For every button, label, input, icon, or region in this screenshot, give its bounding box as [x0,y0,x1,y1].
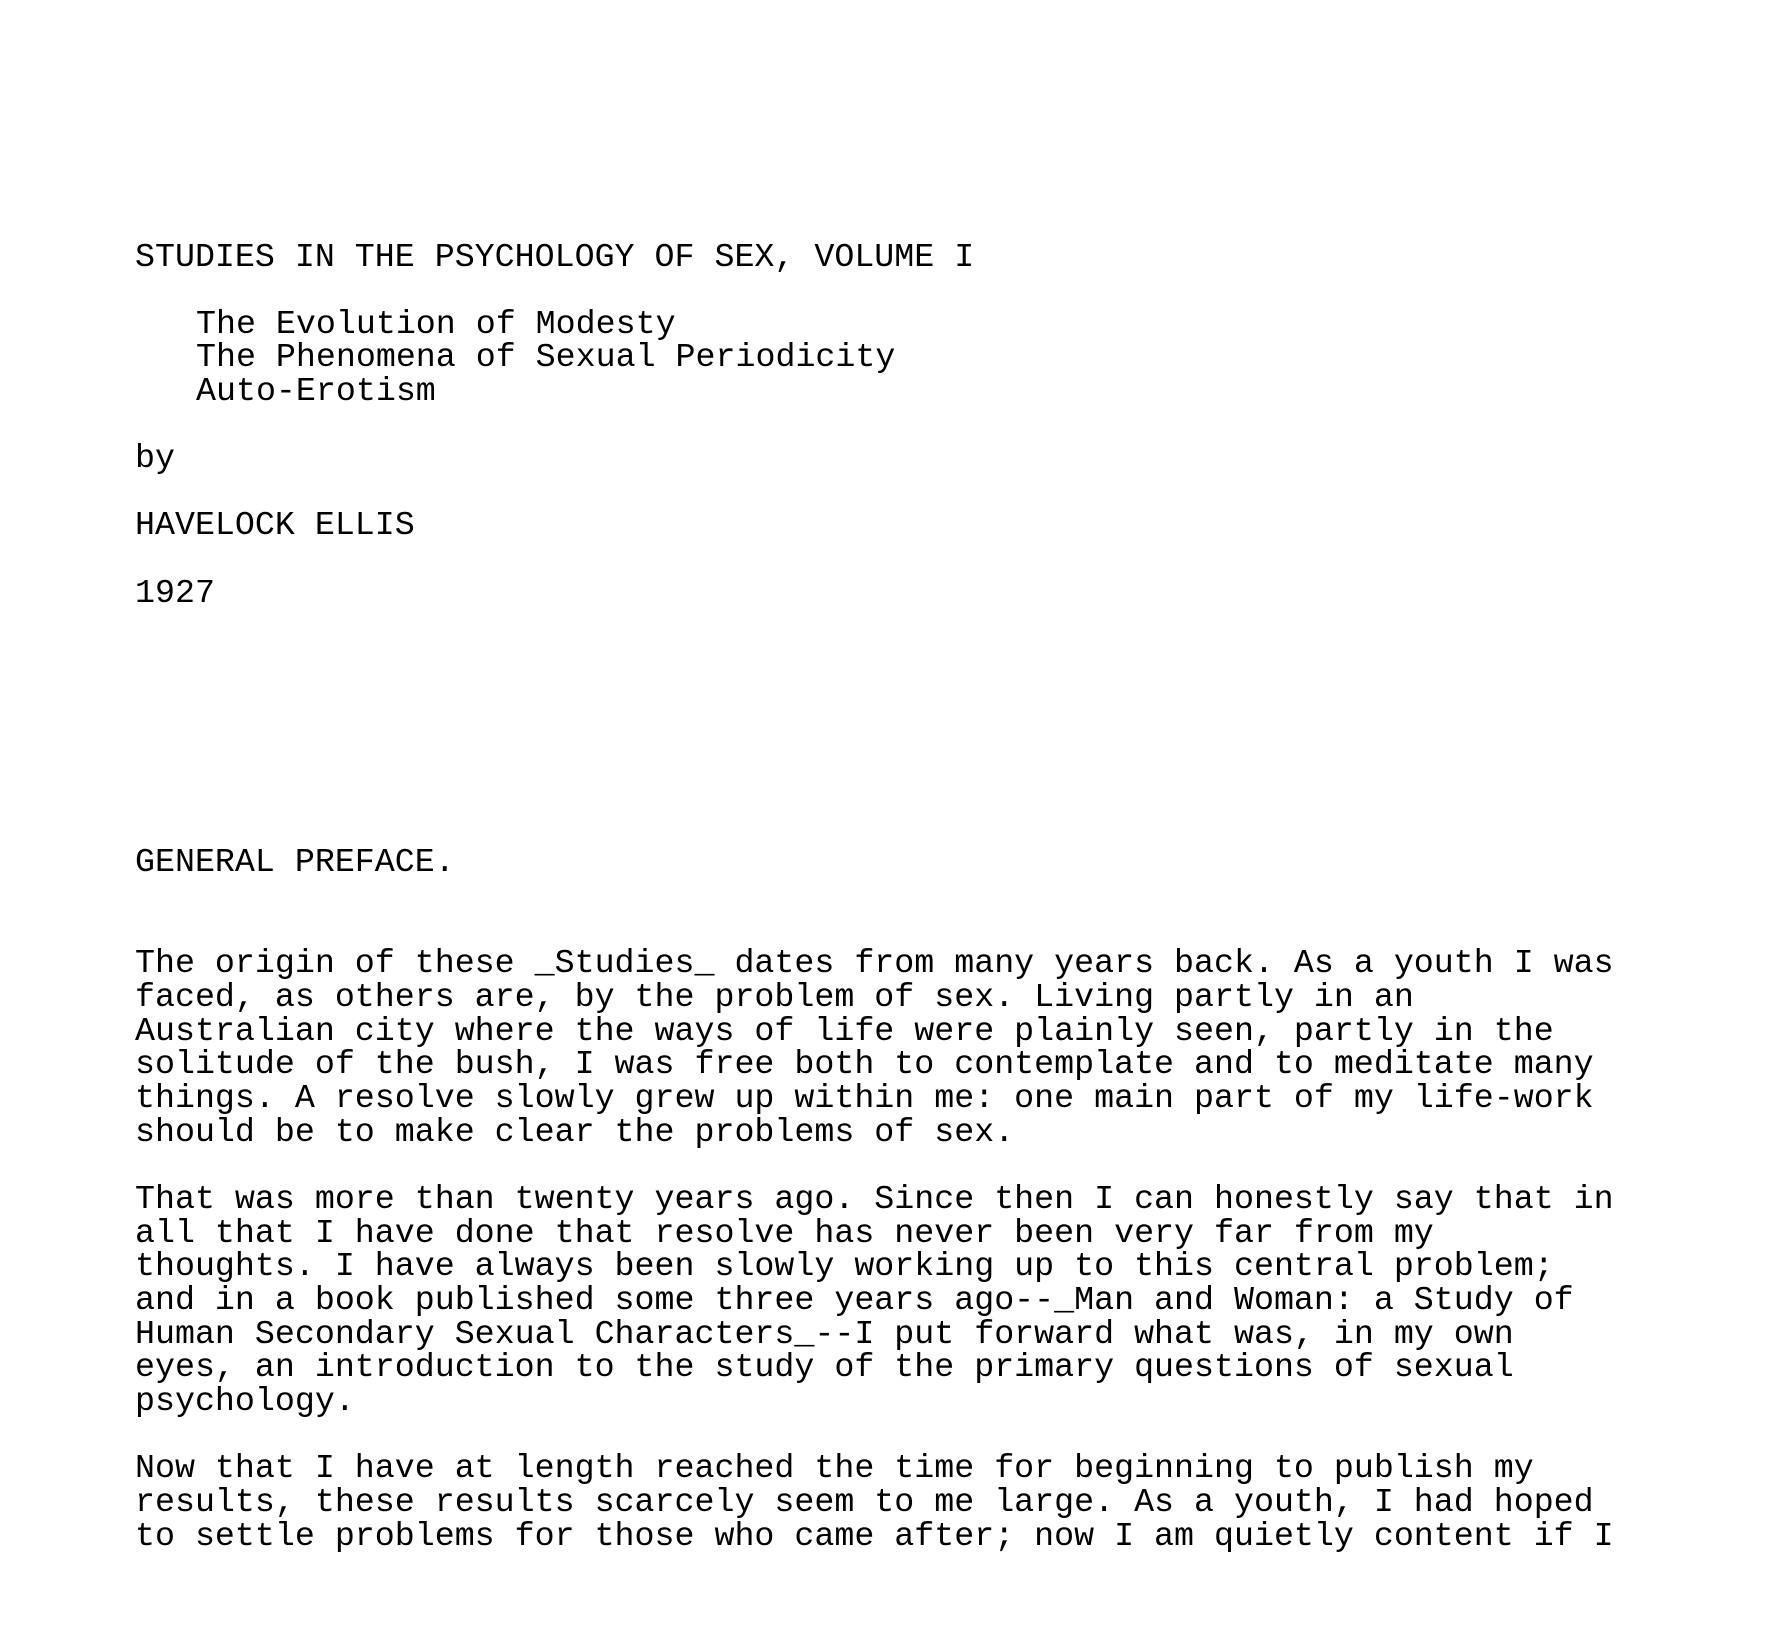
publication-year: 1927 [135,574,215,612]
paragraph-line: psychology. [135,1382,355,1420]
paragraph-line: things. A resolve slowly grew up within me: one main part of my life-work [135,1079,1594,1117]
paragraph-line: results, these results scarcely seem to me large. As a youth, I had hoped [135,1483,1594,1521]
paragraph-line: solitude of the bush, I was free both to contemplate and to meditate many [135,1045,1594,1083]
contents-item: Auto-Erotism [196,372,436,410]
paragraph-line: Australian city where the ways of life were plainly seen, partly in the [135,1012,1554,1050]
contents-item: The Phenomena of Sexual Periodicity [196,338,896,376]
paragraph-line: faced, as others are, by the problem of sex. Living partly in an [135,978,1414,1016]
book-title: STUDIES IN THE PSYCHOLOGY OF SEX, VOLUME I [135,238,975,276]
paragraph-line: should be to make clear the problems of sex. [135,1113,1015,1151]
paragraph-line: Now that I have at length reached the time for beginning to publish my [135,1449,1534,1487]
paragraph-line: all that I have done that resolve has never been very far from my [135,1214,1434,1252]
paragraph-line: thoughts. I have always been slowly working up to this central problem; [135,1247,1554,1285]
paragraph-line: That was more than twenty years ago. Since then I can honestly say that in [135,1180,1614,1218]
paragraph-line: and in a book published some three years ago--_Man and Woman: a Study of [135,1281,1574,1319]
paragraph-line: eyes, an introduction to the study of the primary questions of sexual [135,1348,1514,1386]
by-label: by [135,439,175,477]
paragraph-line: The origin of these _Studies_ dates from many years back. As a youth I was [135,944,1614,982]
paragraph-line: Human Secondary Sexual Characters_--I put forward what was, in my own [135,1315,1514,1353]
paragraph-line: to settle problems for those who came after; now I am quietly content if I [135,1517,1614,1555]
contents-item: The Evolution of Modesty [196,305,676,343]
preface-heading: GENERAL PREFACE. [135,843,455,881]
author-name: HAVELOCK ELLIS [135,506,415,544]
